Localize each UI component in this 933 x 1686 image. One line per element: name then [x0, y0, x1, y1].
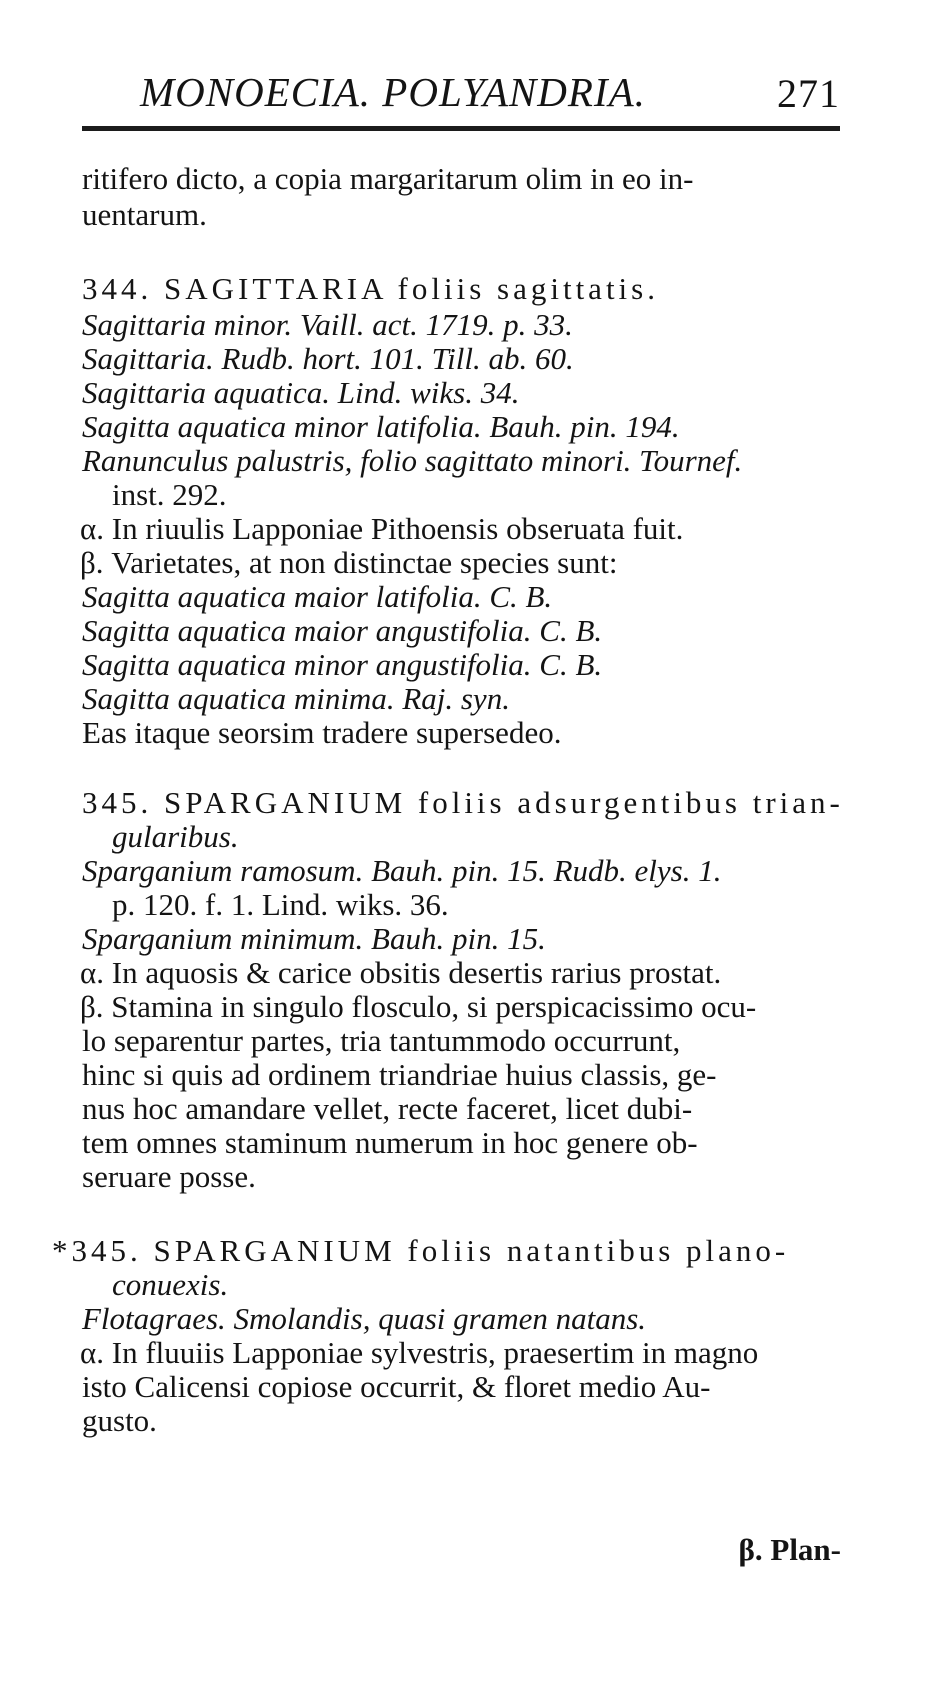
- text-line: hinc si quis ad ordinem triandriae huius classis, ge-: [82, 1057, 717, 1092]
- synonym-continuation: p. 120. f. 1. Lind. wiks. 36.: [112, 887, 449, 922]
- variety-line: Sagitta aquatica minor angustifolia. C. B.: [82, 647, 603, 682]
- synonym-continuation: inst. 292.: [112, 477, 227, 512]
- heading-continuation: conuexis.: [112, 1267, 229, 1302]
- variety-line: Sagitta aquatica minima. Raj. syn.: [82, 681, 510, 716]
- note-alpha: α. In fluuiis Lapponiae sylvestris, praesertim in magno: [80, 1335, 759, 1370]
- note-beta: β. Varietates, at non distinctae species sunt:: [80, 545, 618, 580]
- text-line: uentarum.: [82, 197, 207, 232]
- header-rule: [82, 126, 840, 131]
- variety-line: Sagitta aquatica maior angustifolia. C. B.: [82, 613, 603, 648]
- text-line: nus hoc amandare vellet, recte faceret, licet dubi-: [82, 1091, 693, 1126]
- note-alpha: α. In riuulis Lapponiae Pithoensis obseruata fuit.: [80, 511, 684, 546]
- synonym-line: Flotagraes. Smolandis, quasi gramen natans.: [82, 1301, 647, 1336]
- species-heading-345-star: *345. SPARGANIUM foliis natantibus plano-: [52, 1233, 790, 1268]
- species-heading-345: 345. SPARGANIUM foliis adsurgentibus trian-: [82, 785, 844, 820]
- note-beta: β. Stamina in singulo flosculo, si perspicacissimo ocu-: [80, 989, 757, 1024]
- text-line: tem omnes staminum numerum in hoc genere ob-: [82, 1125, 698, 1160]
- note-alpha: α. In aquosis & carice obsitis desertis rarius prostat.: [80, 955, 722, 990]
- text-line: lo separentur partes, tria tantummodo occurrunt,: [82, 1023, 681, 1058]
- catchword: β. Plan-: [738, 1532, 841, 1567]
- text-line: ritifero dicto, a copia margaritarum olim in eo in-: [82, 161, 694, 196]
- variety-line: Sagitta aquatica maior latifolia. C. B.: [82, 579, 553, 614]
- page-number: 271: [777, 71, 840, 116]
- running-title: MONOECIA. POLYANDRIA.: [140, 69, 646, 115]
- synonym-line: Ranunculus palustris, folio sagittato minori. Tournef.: [82, 443, 743, 478]
- heading-continuation: gularibus.: [112, 819, 239, 854]
- synonym-line: Sagittaria aquatica. Lind. wiks. 34.: [82, 375, 520, 410]
- text-line: seruare posse.: [82, 1159, 256, 1194]
- synonym-line: Sagittaria minor. Vaill. act. 1719. p. 33.: [82, 307, 573, 342]
- text-line: gusto.: [82, 1403, 157, 1438]
- text-line: Eas itaque seorsim tradere supersedeo.: [82, 715, 562, 750]
- synonym-line: Sparganium minimum. Bauh. pin. 15.: [82, 921, 546, 956]
- text-line: isto Calicensi copiose occurrit, & floret medio Au-: [82, 1369, 711, 1404]
- synonym-line: Sagittaria. Rudb. hort. 101. Till. ab. 60.: [82, 341, 574, 376]
- synonym-line: Sparganium ramosum. Bauh. pin. 15. Rudb. elys. 1.: [82, 853, 722, 888]
- running-header: [140, 68, 840, 116]
- synonym-line: Sagitta aquatica minor latifolia. Bauh. pin. 194.: [82, 409, 680, 444]
- species-heading-344: 344. SAGITTARIA foliis sagittatis.: [82, 271, 659, 306]
